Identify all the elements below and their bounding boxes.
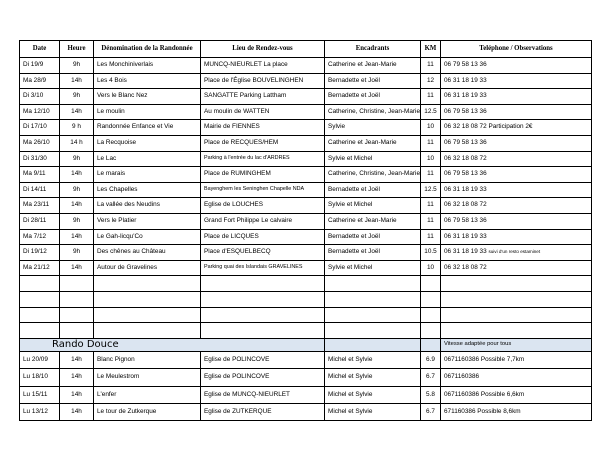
empty-cell xyxy=(441,307,592,323)
empty-cell xyxy=(60,276,94,292)
cell-km: 11 xyxy=(421,89,441,105)
observation-note: Participation 2€ xyxy=(488,123,533,131)
cell-date: Ma 28/9 xyxy=(20,73,60,89)
table-row xyxy=(20,135,592,151)
table-row xyxy=(20,245,592,261)
cell-lieu: Eglise de POLINCOVE xyxy=(201,369,325,386)
cell-denomination: Le tour de Zutkerque xyxy=(94,404,201,421)
empty-cell xyxy=(441,276,592,292)
cell-telephone xyxy=(441,229,592,245)
cell-telephone xyxy=(441,182,592,198)
cell-telephone xyxy=(441,213,592,229)
empty-cell xyxy=(421,276,441,292)
cell-lieu: Grand Fort Philippe Le calvaire xyxy=(201,213,325,229)
telephone-number: 06 31 18 19 33 xyxy=(444,76,487,84)
cell-telephone: 671160386 Possible 8,6km xyxy=(441,404,592,421)
empty-cell xyxy=(94,323,201,339)
empty-cell xyxy=(325,291,421,307)
cell-km: 6.7 xyxy=(421,404,441,421)
cell-lieu: Eglise de LOUCHES xyxy=(201,198,325,214)
cell-heure: 9h xyxy=(60,89,94,105)
cell-telephone xyxy=(441,73,592,89)
cell-date: Ma 12/10 xyxy=(20,104,60,120)
cell-encadrants: Bernadette et Joël xyxy=(325,182,421,198)
cell-km: 11 xyxy=(421,135,441,151)
empty-cell xyxy=(325,323,421,339)
cell-km: 11 xyxy=(421,229,441,245)
empty-cell xyxy=(325,307,421,323)
schedule-table xyxy=(19,40,592,421)
empty-cell xyxy=(201,291,325,307)
cell-encadrants: Michel et Sylvie xyxy=(325,386,421,403)
telephone-number: 06 31 18 19 33 xyxy=(444,248,487,256)
telephone-number: 06 32 18 08 72 xyxy=(444,201,487,209)
cell-encadrants: Bernadette et Joël xyxy=(325,73,421,89)
cell-date: Ma 7/12 xyxy=(20,229,60,245)
cell-telephone xyxy=(441,58,592,74)
cell-encadrants: Catherine et Jean-Marie xyxy=(325,213,421,229)
cell-denomination: Le Gah-licqu'Co xyxy=(94,229,201,245)
empty-cell xyxy=(20,276,60,292)
cell-lieu: Parking à l'entrée du lac d'ARDRES xyxy=(201,151,325,167)
cell-denomination: Le Meulestrom xyxy=(94,369,201,386)
cell-km: 10 xyxy=(421,260,441,276)
cell-denomination: La Recquoise xyxy=(94,135,201,151)
cell-heure: 9h xyxy=(60,182,94,198)
cell-date: Di 19/9 xyxy=(20,58,60,74)
table-row xyxy=(20,104,592,120)
empty-cell xyxy=(421,291,441,307)
cell-km: 10 xyxy=(421,120,441,136)
band-cell xyxy=(421,338,441,352)
cell-heure: 14h xyxy=(60,73,94,89)
cell-telephone xyxy=(441,89,592,105)
cell-lieu: Place d'ESQUELBECQ xyxy=(201,245,325,261)
cell-heure: 9h xyxy=(60,58,94,74)
cell-denomination: Le Lac xyxy=(94,151,201,167)
cell-telephone xyxy=(441,104,592,120)
cell-denomination: L'enfer xyxy=(94,386,201,403)
cell-telephone: 0671160386 Possible 6,6km xyxy=(441,386,592,403)
cell-lieu: Parking quai des Islandais GRAVELINES xyxy=(201,260,325,276)
cell-heure: 14h xyxy=(60,167,94,183)
table-row xyxy=(20,151,592,167)
cell-heure: 14h xyxy=(60,369,94,386)
cell-denomination: La vallée des Neudins xyxy=(94,198,201,214)
rando-douce-title: Rando Douce xyxy=(20,338,325,352)
cell-km: 12 xyxy=(421,73,441,89)
empty-cell xyxy=(20,291,60,307)
cell-encadrants: Michel et Sylvie xyxy=(325,352,421,369)
rando-douce-band xyxy=(20,338,592,352)
empty-cell xyxy=(201,307,325,323)
cell-telephone xyxy=(441,167,592,183)
cell-encadrants: Sylvie et Michel xyxy=(325,151,421,167)
cell-telephone xyxy=(441,198,592,214)
cell-heure: 14h xyxy=(60,229,94,245)
cell-heure: 14h xyxy=(60,260,94,276)
table-row xyxy=(20,120,592,136)
cell-telephone: 0671160386 Possible 7,7km xyxy=(441,352,592,369)
cell-km: 11 xyxy=(421,213,441,229)
cell-lieu: SANGATTE Parking Lattham xyxy=(201,89,325,105)
cell-km: 10.5 xyxy=(421,245,441,261)
cell-heure: 14h xyxy=(60,386,94,403)
cell-encadrants: Catherine, Christine, Jean-Marie xyxy=(325,167,421,183)
cell-heure: 9h xyxy=(60,245,94,261)
cell-date: Di 3/10 xyxy=(20,89,60,105)
cell-lieu: MUNCQ-NIEURLET La place xyxy=(201,58,325,74)
cell-date: Ma 23/11 xyxy=(20,198,60,214)
cell-heure: 14h xyxy=(60,352,94,369)
empty-cell xyxy=(201,323,325,339)
cell-heure: 9h xyxy=(60,213,94,229)
cell-denomination: Les Monchiniverlais xyxy=(94,58,201,74)
cell-date: Lu 18/10 xyxy=(20,369,60,386)
empty-cell xyxy=(441,291,592,307)
cell-date: Di 31/30 xyxy=(20,151,60,167)
table-row xyxy=(20,182,592,198)
band-cell xyxy=(325,338,421,352)
cell-lieu: Mairie de FIENNES xyxy=(201,120,325,136)
cell-denomination: Randonnée Enfance et Vie xyxy=(94,120,201,136)
telephone-number: 06 32 18 08 72 xyxy=(444,263,487,271)
empty-cell xyxy=(20,323,60,339)
cell-date: Di 17/10 xyxy=(20,120,60,136)
table-row xyxy=(20,167,592,183)
cell-lieu: Place de LICQUES xyxy=(201,229,325,245)
cell-telephone xyxy=(441,151,592,167)
cell-lieu: Bayenghem les Seninghen Chapelle NDA xyxy=(201,182,325,198)
rando-douce-row xyxy=(20,369,592,386)
cell-lieu: Eglise de POLINCOVE xyxy=(201,352,325,369)
header-row xyxy=(20,41,592,58)
telephone-number: 06 31 18 19 33 xyxy=(444,92,487,100)
cell-lieu: Place de RUMINGHEM xyxy=(201,167,325,183)
cell-encadrants: Michel et Sylvie xyxy=(325,369,421,386)
table-row xyxy=(20,213,592,229)
empty-cell xyxy=(421,307,441,323)
empty-cell xyxy=(60,307,94,323)
cell-km: 11 xyxy=(421,58,441,74)
cell-lieu: Place de l'Église BOUVELINGHEN xyxy=(201,73,325,89)
cell-heure: 14h xyxy=(60,104,94,120)
cell-km: 12.5 xyxy=(421,182,441,198)
cell-denomination: Le marais xyxy=(94,167,201,183)
cell-date: Ma 26/10 xyxy=(20,135,60,151)
cell-date: Di 28/11 xyxy=(20,213,60,229)
cell-heure: 14 h xyxy=(60,135,94,151)
cell-km: 5.8 xyxy=(421,386,441,403)
cell-denomination: Vers le Platier xyxy=(94,213,201,229)
cell-lieu: Au moulin de WATTEN xyxy=(201,104,325,120)
empty-row xyxy=(20,323,592,339)
cell-denomination: Des chênes au Château xyxy=(94,245,201,261)
cell-telephone xyxy=(441,120,592,136)
cell-lieu: Eglise de ZUTKERQUE xyxy=(201,404,325,421)
empty-cell xyxy=(94,276,201,292)
cell-denomination: Les 4 Bois xyxy=(94,73,201,89)
empty-cell xyxy=(94,291,201,307)
cell-encadrants: Catherine, Christine, Jean-Marie xyxy=(325,104,421,120)
table-row xyxy=(20,58,592,74)
cell-km: 10 xyxy=(421,151,441,167)
rando-douce-row xyxy=(20,352,592,369)
cell-encadrants: Catherine et Jean-Marie xyxy=(325,58,421,74)
cell-lieu: Eglise de MUNCQ-NIEURLET xyxy=(201,386,325,403)
empty-cell xyxy=(20,307,60,323)
telephone-number: 06 31 18 19 33 xyxy=(444,185,487,193)
cell-date: Lu 20/09 xyxy=(20,352,60,369)
cell-encadrants: Bernadette et Joël xyxy=(325,245,421,261)
col-header-telephone: Teléphone / Observations xyxy=(441,41,592,58)
cell-denomination: Autour de Gravelines xyxy=(94,260,201,276)
empty-row xyxy=(20,276,592,292)
telephone-number: 06 79 58 13 36 xyxy=(444,170,487,178)
telephone-number: 06 79 58 13 36 xyxy=(444,107,487,115)
rando-douce-note: Vitesse adaptée pour tous xyxy=(441,338,592,352)
telephone-number: 06 79 58 13 36 xyxy=(444,217,487,225)
cell-date: Lu 15/11 xyxy=(20,386,60,403)
col-header-date: Date xyxy=(20,41,60,58)
empty-cell xyxy=(60,291,94,307)
telephone-number: 06 79 58 13 36 xyxy=(444,61,487,69)
cell-encadrants: Sylvie et Michel xyxy=(325,260,421,276)
telephone-number: 06 32 18 08 72 xyxy=(444,123,487,131)
cell-telephone xyxy=(441,260,592,276)
empty-cell xyxy=(325,276,421,292)
empty-cell xyxy=(441,323,592,339)
rando-douce-row xyxy=(20,386,592,403)
empty-cell xyxy=(94,307,201,323)
observation-note: suivi d'un resto estaminet xyxy=(488,249,541,255)
table-row xyxy=(20,260,592,276)
cell-km: 11 xyxy=(421,198,441,214)
col-header-encadrants: Encadrants xyxy=(325,41,421,58)
empty-row xyxy=(20,291,592,307)
cell-encadrants: Bernadette et Joël xyxy=(325,89,421,105)
cell-km: 11 xyxy=(421,167,441,183)
cell-encadrants: Michel et Sylvie xyxy=(325,404,421,421)
cell-heure: 9 h xyxy=(60,120,94,136)
cell-km: 12.5 xyxy=(421,104,441,120)
col-header-heure: Heure xyxy=(60,41,94,58)
col-header-lieu: Lieu de Rendez-vous xyxy=(201,41,325,58)
cell-date: Ma 21/12 xyxy=(20,260,60,276)
rando-douce-row xyxy=(20,404,592,421)
cell-date: Ma 9/11 xyxy=(20,167,60,183)
telephone-number: 06 31 18 19 33 xyxy=(444,232,487,240)
cell-denomination: Vers le Blanc Nez xyxy=(94,89,201,105)
cell-date: Di 14/11 xyxy=(20,182,60,198)
empty-cell xyxy=(421,323,441,339)
cell-lieu: Place de RECQUES/HEM xyxy=(201,135,325,151)
cell-telephone: 0671160386 xyxy=(441,369,592,386)
cell-telephone xyxy=(441,135,592,151)
telephone-number: 06 32 18 08 72 xyxy=(444,154,487,162)
cell-denomination: Les Chapelles xyxy=(94,182,201,198)
table-row xyxy=(20,89,592,105)
cell-encadrants: Bernadette et Joël xyxy=(325,229,421,245)
cell-encadrants: Sylvie xyxy=(325,120,421,136)
col-header-km: KM xyxy=(421,41,441,58)
empty-row xyxy=(20,307,592,323)
empty-cell xyxy=(201,276,325,292)
cell-encadrants: Sylvie et Michel xyxy=(325,198,421,214)
table-row xyxy=(20,198,592,214)
table-row xyxy=(20,229,592,245)
cell-heure: 14h xyxy=(60,404,94,421)
cell-date: Di 19/12 xyxy=(20,245,60,261)
cell-km: 6.9 xyxy=(421,352,441,369)
table-row xyxy=(20,73,592,89)
cell-heure: 14h xyxy=(60,198,94,214)
cell-km: 6.7 xyxy=(421,369,441,386)
cell-telephone xyxy=(441,245,592,261)
cell-denomination: Blanc Pignon xyxy=(94,352,201,369)
empty-cell xyxy=(60,323,94,339)
cell-date: Lu 13/12 xyxy=(20,404,60,421)
col-header-denomination: Dénomination de la Randonnée xyxy=(94,41,201,58)
cell-heure: 9h xyxy=(60,151,94,167)
cell-encadrants: Catherine et Jean-Marie xyxy=(325,135,421,151)
telephone-number: 06 79 58 13 36 xyxy=(444,139,487,147)
cell-denomination: Le moulin xyxy=(94,104,201,120)
